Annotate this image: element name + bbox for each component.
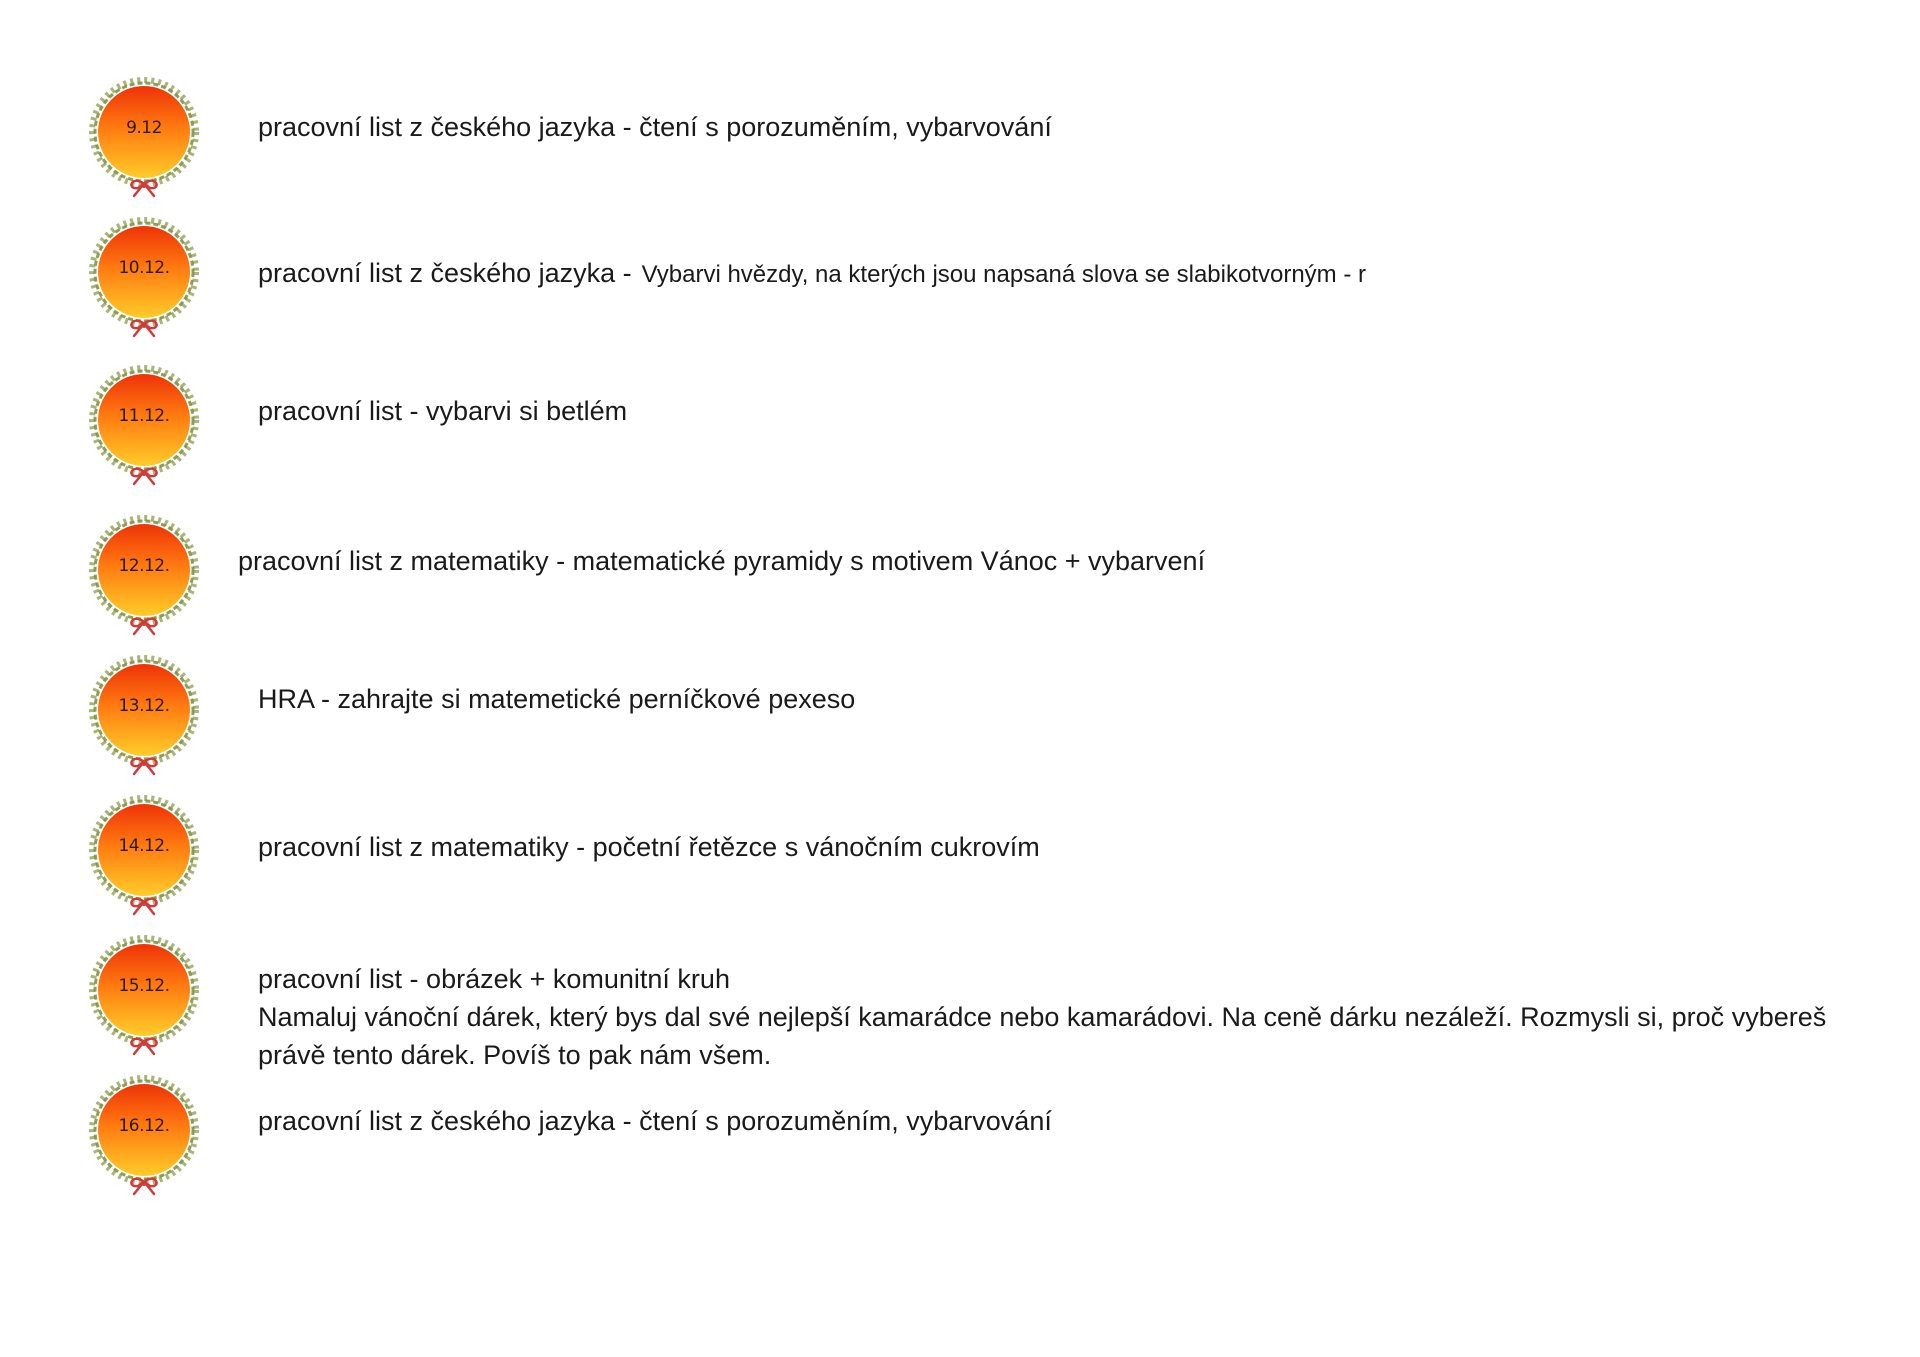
christmas-wreath-ornament-icon (88, 1072, 200, 1196)
entry-subtext: Vybarvi hvězdy, na kterých jsou napsaná slova se slabikotvorným - r (641, 261, 1366, 288)
entry-detail: Namaluj vánoční dárek, který bys dal své nejlepší kamarádce nebo kamarádovi. Na ceně dárku nezáleží. Rozmysli si, proč vybereš právě tento dárek. Povíš to pak nám všem. (258, 1002, 1827, 1070)
date-label: 10.12. (118, 258, 170, 278)
christmas-wreath-ornament-icon (88, 362, 200, 486)
entry-text: HRA - zahrajte si matemetické perníčkové pexeso (258, 684, 856, 714)
date-label: 11.12. (118, 406, 170, 426)
christmas-wreath-ornament-icon (88, 792, 200, 916)
date-label: 13.12. (118, 696, 170, 716)
christmas-wreath-ornament-icon (88, 932, 200, 1056)
entry-text-main: pracovní list - obrázek + komunitní kruh (258, 964, 730, 994)
entry-text: pracovní list z českého jazyka - čtení s porozuměním, vybarvování (258, 112, 1052, 142)
date-label: 12.12. (118, 556, 170, 576)
date-label: 16.12. (118, 1116, 170, 1136)
date-label: 14.12. (118, 836, 170, 856)
entry-text: pracovní list z českého jazyka - čtení s porozuměním, vybarvování (258, 1106, 1052, 1136)
christmas-wreath-ornament-icon (88, 74, 200, 198)
entry-text (258, 960, 1828, 1074)
entry-text-main: pracovní list z českého jazyka - (258, 258, 632, 288)
date-label: 15.12. (118, 976, 170, 996)
christmas-wreath-ornament-icon (88, 512, 200, 636)
date-label: 9.12 (126, 118, 162, 138)
entry-text (258, 254, 1366, 294)
entry-text: pracovní list z matematiky - početní řetězce s vánočním cukrovím (258, 832, 1040, 862)
christmas-wreath-ornament-icon (88, 214, 200, 338)
christmas-wreath-ornament-icon (88, 652, 200, 776)
entry-text: pracovní list z matematiky - matematické pyramidy s motivem Vánoc + vybarvení (238, 546, 1206, 576)
entry-text: pracovní list - vybarvi si betlém (258, 396, 628, 426)
